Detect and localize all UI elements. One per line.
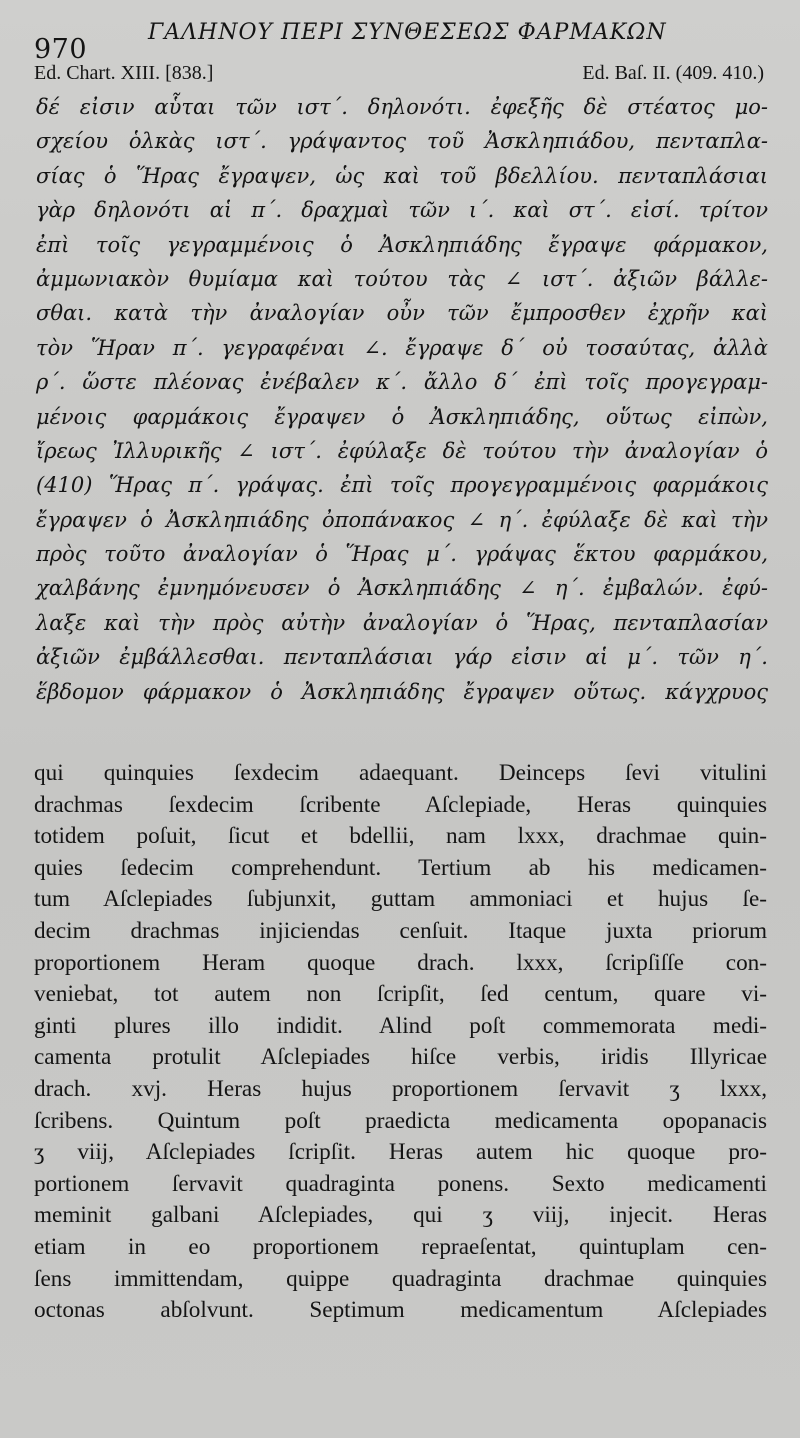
latin-line: ʒ viij, Aſclepiades ſcripſit. Heras autem hic quoque pro- [34, 1139, 767, 1166]
greek-line: ἴρεως Ἰλλυρικῆς ∠ ιστ΄. ἐφύλαξε δὲ τούτου τὴν ἀναλογίαν ὁ [36, 438, 768, 463]
greek-line: ἕβδομον φάρμακον ὁ Ἀσκληπιάδης ἔγραψεν οὕτως. κάγχρυος [36, 679, 768, 704]
latin-text-block [34, 758, 767, 1327]
greek-line: ἀξιῶν ἐμβάλλεσθαι. πενταπλάσιαι γάρ εἰσιν αἱ μ΄. τῶν η΄. [36, 645, 768, 670]
greek-line: σίας ὁ Ἥρας ἔγραψεν, ὡς καὶ τοῦ βδελλίου. πενταπλάσιαι [36, 163, 768, 188]
latin-line: ſens immittendam, quippe quadraginta drachmae quinquies [34, 1265, 767, 1292]
page-number: 970 [34, 34, 88, 65]
edition-chartier-reference: Ed. Chart. XIII. [838.] [34, 62, 214, 84]
running-title: ΓΑΛΗΝΟΥ ΠΕΡΙ ΣΥΝΘΕΣΕΩΣ ΦΑΡΜΑΚΩΝ [148, 20, 667, 45]
greek-line: (410) Ἥρας π΄. γράψας. ἐπὶ τοῖς προγεγραμμένοις φαρμάκοις [36, 473, 768, 498]
latin-line: octonas abſolvunt. Septimum medicamentum Aſclepiades [34, 1297, 767, 1324]
greek-line: δέ εἰσιν αὗται τῶν ιστ΄. δηλονότι. ἐφεξῆς δὲ στέατος μο- [36, 95, 768, 119]
greek-text-block [36, 90, 768, 709]
greek-line: ρ΄. ὥστε πλέονας ἐνέβαλεν κ΄. ἄλλο δ΄ ἐπὶ τοῖς προγεγραμ- [36, 370, 768, 395]
page-header [30, 18, 770, 66]
latin-line: portionem ſervavit quadraginta ponens. Sexto medicamenti [34, 1170, 767, 1197]
greek-line: λαξε καὶ τὴν πρὸς αὐτὴν ἀναλογίαν ὁ Ἥρας, πενταπλασίαν [36, 610, 768, 635]
greek-line: μένοις φαρμάκοις ἔγραψεν ὁ Ἀσκληπιάδης, οὕτως εἰπὼν, [36, 404, 768, 429]
latin-line: meminit galbani Aſclepiades, qui ʒ viij, injecit. Heras [34, 1202, 767, 1229]
latin-line: drach. xvj. Heras hujus proportionem ſervavit ʒ lxxx, [34, 1075, 767, 1102]
latin-line: ginti plures illo indidit. Alind poſt commemorata medi- [34, 1012, 767, 1039]
latin-line: decim drachmas injiciendas cenſuit. Itaque juxta priorum [34, 917, 767, 944]
latin-line: etiam in eo proportionem repraeſentat, quintuplam cen- [34, 1233, 767, 1260]
greek-line: ἐπὶ τοῖς γεγραμμένοις ὁ Ἀσκληπιάδης ἔγραψε φάρμακον, [36, 232, 768, 257]
latin-line: veniebat, tot autem non ſcripſit, ſed centum, quare vi- [34, 981, 767, 1008]
greek-line: ἀμμωνιακὸν θυμίαμα καὶ τούτου τὰς ∠ ιστ΄. ἀξιῶν βάλλε- [36, 266, 768, 291]
greek-line: ἔγραψεν ὁ Ἀσκληπιάδης ὀποπάνακος ∠ η΄. ἐφύλαξε δὲ καὶ τὴν [36, 507, 768, 532]
latin-line: camenta protulit Aſclepiades hiſce verbis, iridis Illyricae [34, 1044, 767, 1071]
latin-line: quies ſedecim comprehendunt. Tertium ab his medicamen- [34, 854, 767, 881]
latin-line: tum Aſclepiades ſubjunxit, guttam ammoniaci et hujus ſe- [34, 886, 767, 913]
latin-line: totidem poſuit, ſicut et bdellii, nam lxxx, drachmae quin- [34, 823, 767, 850]
greek-line: σθαι. κατὰ τὴν ἀναλογίαν οὖν τῶν ἔμπροσθεν ἐχρῆν καὶ [36, 301, 768, 326]
edition-references [32, 62, 764, 90]
latin-line: proportionem Heram quoque drach. lxxx, ſcripſiſſe con- [34, 949, 767, 976]
greek-line: χαλβάνης ἐμνημόνευσεν ὁ Ἀσκληπιάδης ∠ η΄. ἐμβαλών. ἐφύ- [36, 576, 768, 601]
greek-line: σχείου ὁλκὰς ιστ΄. γράψαντος τοῦ Ἀσκληπιάδου, πενταπλα- [36, 129, 768, 154]
greek-line: πρὸς τοῦτο ἀναλογίαν ὁ Ἥρας μ΄. γράψας ἕκτου φαρμάκου, [36, 542, 768, 567]
latin-line: ſcribens. Quintum poſt praedicta medicamenta opopanacis [34, 1107, 767, 1134]
latin-line: drachmas ſexdecim ſcribente Aſclepiade, Heras quinquies [34, 791, 767, 818]
greek-line: τὸν Ἥραν π΄. γεγραφέναι ∠. ἔγραψε δ΄ οὐ τοσαύτας, ἀλλὰ [36, 335, 768, 360]
greek-line: γὰρ δηλονότι αἱ π΄. δραχμαὶ τῶν ι΄. καὶ στ΄. εἰσί. τρίτον [36, 198, 768, 223]
latin-line: qui quinquies ſexdecim adaequant. Deinceps ſevi vitulini [34, 760, 767, 786]
edition-basel-reference: Ed. Baſ. II. (409. 410.) [582, 62, 764, 84]
